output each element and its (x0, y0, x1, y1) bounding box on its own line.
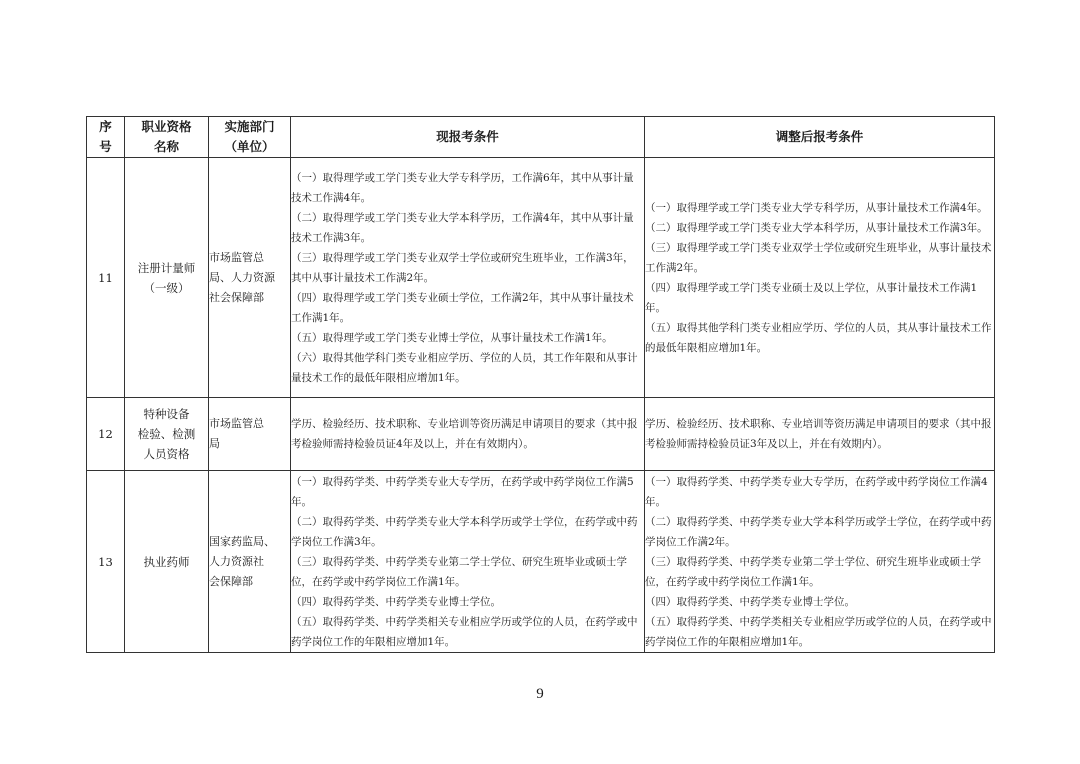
condition-item: （二）取得药学类、中药学类专业大学本科学历或学士学位，在药学或中药学岗位工作满2年。 (645, 515, 992, 548)
condition-item: （四）取得理学或工学门类专业硕士学位，工作满2年，其中从事计量技术工作满1年。 (291, 291, 634, 324)
condition-item: （四）取得理学或工学门类专业硕士及以上学位，从事计量技术工作满1年。 (645, 281, 978, 314)
condition-item: （三）取得药学类、中药学类专业第二学士学位、研究生班毕业或硕士学位，在药学或中药学岗位工作满1年。 (645, 555, 981, 588)
condition-item: 学历、检验经历、技术职称、专业培训等资历满足申请项目的要求（其中报考检验师需持检验员证4年及以上，并在有效期内）。 (291, 418, 638, 450)
seq-cell: 12 (87, 398, 125, 471)
adjusted-conditions-cell (645, 158, 995, 398)
condition-item: （三）取得理学或工学门类专业双学士学位或研究生班毕业，工作满3年，其中从事计量技术工作满2年。 (291, 251, 634, 284)
header-adjusted-conditions: 调整后报考条件 (645, 117, 995, 158)
condition-item: （一）取得药学类、中药学类专业大专学历，在药学或中药学岗位工作满4年。 (645, 475, 988, 508)
condition-item: （一）取得药学类、中药学类专业大专学历，在药学或中药学岗位工作满5年。 (291, 475, 634, 508)
condition-item: （三）取得药学类、中药学类专业第二学士学位、研究生班毕业或硕士学位，在药学或中药学岗位工作满1年。 (291, 555, 627, 588)
dept-cell: 国家药监局、 人力资源社 会保障部 (209, 471, 291, 653)
condition-item: （三）取得理学或工学门类专业双学士学位或研究生班毕业，从事计量技术工作满2年。 (645, 241, 992, 274)
table-row (87, 398, 995, 471)
current-conditions-cell (291, 158, 645, 398)
current-conditions-cell (291, 398, 645, 471)
condition-item: （四）取得药学类、中药学类专业博士学位。 (291, 595, 501, 608)
condition-item: （一）取得理学或工学门类专业大学专科学历，从事计量技术工作满4年。 (645, 201, 988, 214)
page-number: 9 (536, 686, 544, 702)
dept-cell: 市场监管总 局、人力资源 社会保障部 (209, 158, 291, 398)
name-cell: 执业药师 (125, 471, 209, 653)
condition-item: 学历、检验经历、技术职称、专业培训等资历满足申请项目的要求（其中报考检验师需持检验员证3年及以上，并在有效期内）。 (645, 418, 992, 450)
condition-item: （六）取得其他学科门类专业相应学历、学位的人员，其工作年限和从事计量技术工作的最低年限相应增加1年。 (291, 351, 638, 384)
name-cell: 注册计量师 （一级） (125, 158, 209, 398)
header-current-conditions: 现报考条件 (291, 117, 645, 158)
condition-item: （四）取得药学类、中药学类专业博士学位。 (645, 595, 855, 608)
condition-item: （五）取得其他学科门类专业相应学历、学位的人员，其从事计量技术工作的最低年限相应增加1年。 (645, 321, 992, 354)
header-seq: 序 号 (87, 117, 125, 158)
adjusted-conditions-cell (645, 471, 995, 653)
condition-item: （二）取得理学或工学门类专业大学本科学历，工作满4年，其中从事计量技术工作满3年。 (291, 211, 634, 244)
table-row (87, 158, 995, 398)
seq-cell: 13 (87, 471, 125, 653)
header-name: 职业资格 名称 (125, 117, 209, 158)
header-dept: 实施部门 （单位） (209, 117, 291, 158)
header-row (87, 117, 995, 158)
condition-item: （一）取得理学或工学门类专业大学专科学历，工作满6年，其中从事计量技术工作满4年。 (291, 171, 634, 204)
condition-item: （二）取得理学或工学门类专业大学本科学历，从事计量技术工作满3年。 (645, 221, 988, 234)
condition-item: （五）取得理学或工学门类专业博士学位，从事计量技术工作满1年。 (291, 331, 613, 344)
current-conditions-cell (291, 471, 645, 653)
condition-item: （五）取得药学类、中药学类相关专业相应学历或学位的人员，在药学或中药学岗位工作的年限相应增加1年。 (291, 615, 638, 648)
condition-item: （二）取得药学类、中药学类专业大学本科学历或学士学位，在药学或中药学岗位工作满3年。 (291, 515, 638, 548)
adjusted-conditions-cell (645, 398, 995, 471)
table-row (87, 471, 995, 653)
qualification-table (86, 116, 995, 653)
condition-item: （五）取得药学类、中药学类相关专业相应学历或学位的人员，在药学或中药学岗位工作的年限相应增加1年。 (645, 615, 992, 648)
seq-cell: 11 (87, 158, 125, 398)
name-cell: 特种设备 检验、检测 人员资格 (125, 398, 209, 471)
dept-cell: 市场监管总 局 (209, 398, 291, 471)
